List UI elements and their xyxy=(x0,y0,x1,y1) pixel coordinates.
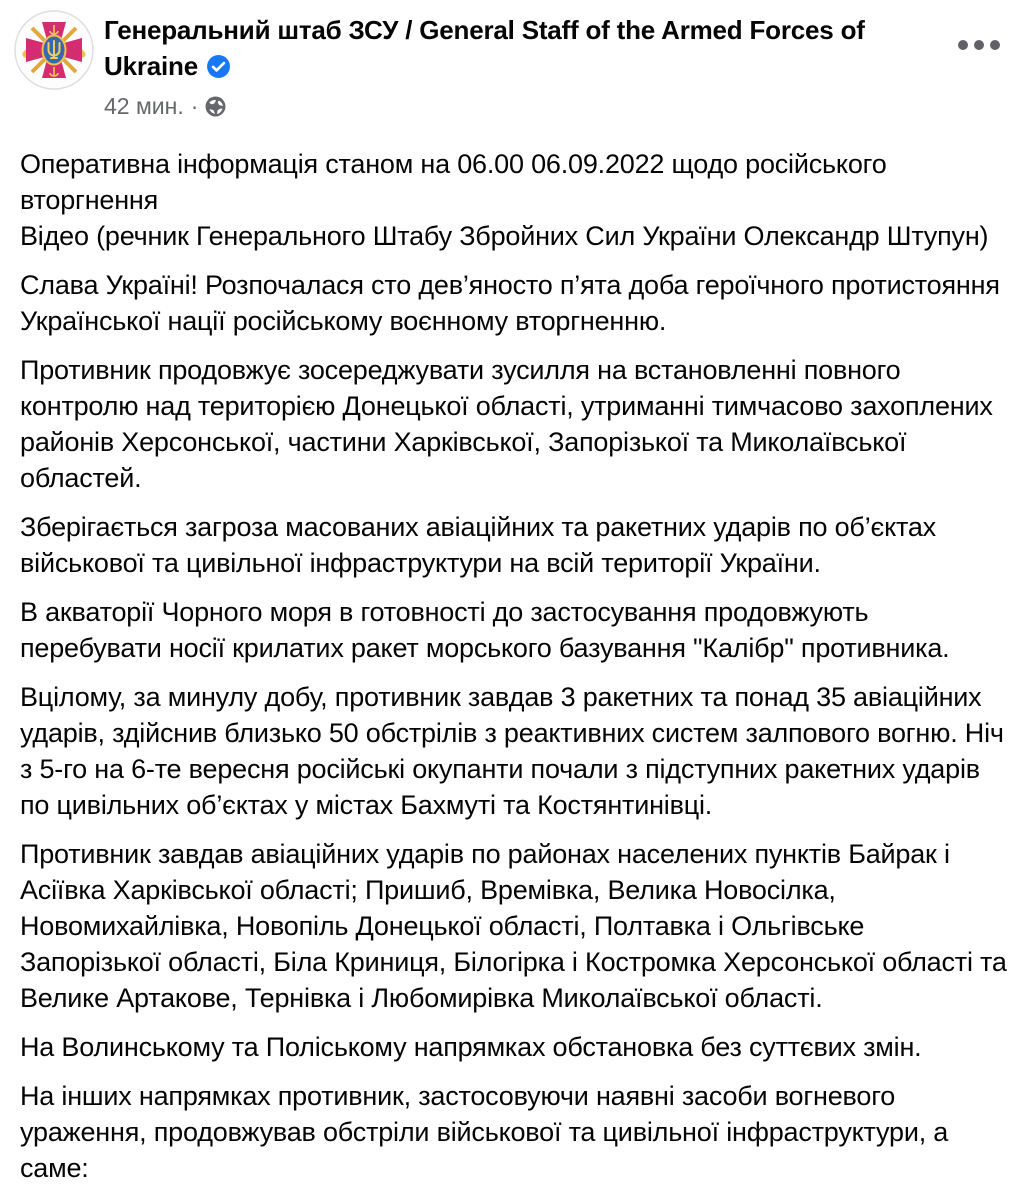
paragraph-line: Відео (речник Генерального Штабу Збройних Сил України Олександр Штупун) xyxy=(20,221,989,251)
meta-separator: · xyxy=(190,93,199,119)
page-avatar[interactable] xyxy=(14,10,94,90)
globe-icon xyxy=(205,96,226,117)
header-info xyxy=(104,10,924,119)
ellipsis-dot xyxy=(958,40,968,50)
post-paragraph: Слава Україні! Розпочалася сто дев’яносто п’ята доба героїчного протистояння Української нації російському воєнному вторгненню. xyxy=(20,270,1000,336)
post-paragraph xyxy=(20,146,1008,254)
post-body xyxy=(0,119,1034,1184)
ellipsis-dot xyxy=(974,40,984,50)
ellipsis-dot xyxy=(990,40,1000,50)
post-menu-button[interactable] xyxy=(950,32,1008,58)
general-staff-emblem-icon xyxy=(14,10,94,90)
post-paragraph: Противник завдав авіаційних ударів по районах населених пунктів Байрак і Асіївка Харківської області; Пришиб, Времівка, Велика Новосілка, Новомихайлівка, Новопіль Донецької області, Полтавка і Ольгівське Запорізької області, Біла Криниця, Білогірка і Костромка Херсонської області та Велике Артакове, Тернівка і Любомирівка Миколаївської області. xyxy=(20,839,1007,1013)
post-paragraph: В акваторії Чорного моря в готовності до застосування продовжують перебувати носії крилатих ракет морського базування "Калібр" противника. xyxy=(20,597,950,663)
post-paragraph: На Волинському та Поліському напрямках обстановка без суттєвих змін. xyxy=(20,1032,922,1062)
post-paragraph: На інших напрямках противник, застосовуючи наявні засоби вогневого ураження, продовжував обстріли військової та цивільної інфраструктури, а саме: xyxy=(20,1081,949,1183)
author-line xyxy=(104,12,924,88)
paragraph-line: Оперативна інформація станом на 06.00 06.09.2022 щодо російського вторгнення xyxy=(20,149,887,215)
page-name-link[interactable]: Генеральний штаб ЗСУ / General Staff of the Armed Forces of Ukraine xyxy=(104,15,865,81)
post-meta xyxy=(104,93,924,119)
post-paragraph: Зберігається загроза масованих авіаційних та ракетних ударів по об’єктах військової та цивільної інфраструктури на всій території України. xyxy=(20,512,936,578)
verified-badge-icon xyxy=(206,52,231,88)
timestamp-link[interactable]: 42 мин. xyxy=(104,93,184,119)
post-paragraph: Противник продовжує зосереджувати зусилля на встановленні повного контролю над територією Донецької області, утриманні тимчасово захоплених районів Херсонської, частини Харківської, Запорізької та Миколаївської областей. xyxy=(20,355,993,493)
post-paragraph: Вцілому, за минулу добу, противник завдав 3 ракетних та понад 35 авіаційних ударів, здійснив близько 50 обстрілів з реактивних систем залпового вогню. Ніч з 5-го на 6-те вересня російські окупанти почали з підступних ракетних ударів по цивільних об’єктах у містах Бахмуті та Костянтинівці. xyxy=(20,682,1004,820)
post-header xyxy=(0,0,1034,119)
